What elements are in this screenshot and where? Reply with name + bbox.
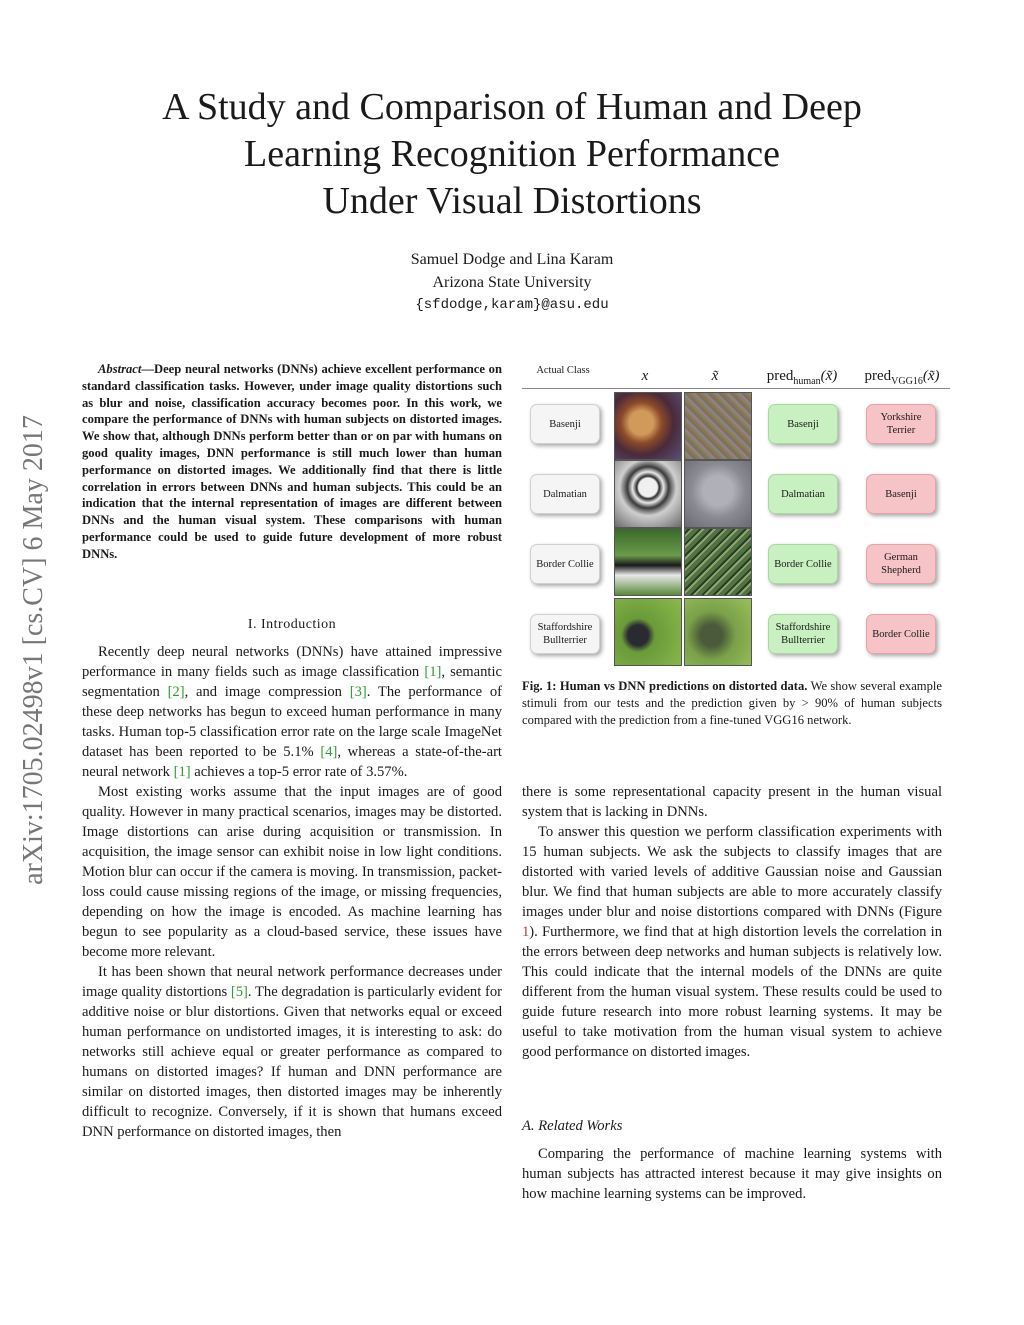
vgg-prediction-chip: Yorkshire Terrier bbox=[866, 404, 936, 444]
text-run: , whereas a state-of-the-art neural network bbox=[82, 744, 502, 780]
image-border-collie-distorted bbox=[684, 528, 752, 596]
text-run: (x̃) bbox=[922, 368, 940, 384]
citation-link[interactable]: [2] bbox=[167, 684, 185, 700]
image-staffordshire-distorted bbox=[684, 598, 752, 666]
text-run: It has been shown that neural network performance decreases under image quality distortions bbox=[82, 964, 502, 1000]
human-prediction-chip: Basenji bbox=[768, 404, 838, 444]
text-run: ). Furthermore, we find that at high distortion levels the correlation in the errors between deep networks and human subjects is relatively low. This could indicate that the internal models of the DNNs are quite different from the human visual system. These results could be used to guide future research into more robust learning systems. It may be useful to take motivation from the human visual system to achieve good performance on distorted images. bbox=[522, 924, 942, 1060]
related-works-body bbox=[522, 1144, 942, 1204]
intro-paragraph-2: Most existing works assume that the input images are of good quality. However in many practical scenarios, images may be distorted. Image distortions can arise during acquisition or transmission. In acquisition, the image sensor can exhibit noise in low light conditions. Motion blur can occur if the camera is moving. In transmission, packet-loss could cause missing regions of the image, or missing frequencies, depending on how the image is encoded. As machine learning has begun to see popularity as a cloud-based service, these issues have become more relevant. bbox=[82, 784, 502, 960]
title-line-1: A Study and Comparison of Human and Deep bbox=[162, 86, 862, 128]
right-column-body bbox=[522, 782, 942, 1062]
subscript: VGG16 bbox=[891, 376, 923, 387]
author-affiliation: Arizona State University bbox=[432, 274, 592, 291]
actual-class-chip: Staffordshire Bullterrier bbox=[530, 614, 600, 654]
arxiv-stamp: arXiv:1705.02498v1 [cs.CV] 6 May 2017 bbox=[18, 415, 49, 885]
text-run: , and image compression bbox=[184, 684, 350, 700]
caption-text: We show several example stimuli from our tests and the prediction given by > 90% of human subjects compared with the prediction from a fine-tuned VGG16 network. bbox=[522, 679, 942, 727]
caption-label: Fig. 1: Human vs DNN predictions on distorted data. bbox=[522, 679, 808, 693]
abstract-text: —Deep neural networks (DNNs) achieve excellent performance on standard classification tasks. However, under image quality distortions such as blur and noise, classification accuracy becomes poor. In this work, we compare the performance of DNNs with human subjects on distorted images. We show that, although DNNs perform better than or on par with humans on good quality images, DNN performance is still much lower than human performance on distorted images. We additionally find that there is little correlation in errors between DNNs and human subjects. This could be an indication that the internal representation of images are different between DNNs and the human visual system. These comparisons with human performance could be used to guide future development of more robust DNNs. bbox=[82, 362, 502, 561]
header-x: x bbox=[641, 368, 649, 384]
vgg-prediction-chip: Border Collie bbox=[866, 614, 936, 654]
text-run: (x̃) bbox=[820, 368, 838, 384]
right-paragraph-answer bbox=[522, 822, 942, 1062]
related-works-paragraph: Comparing the performance of machine learning systems with human subjects has attracted interest because it may give insights on how machine learning systems can be improved. bbox=[522, 1146, 942, 1202]
image-basenji-distorted bbox=[684, 392, 752, 460]
image-border-collie-clean bbox=[614, 528, 682, 596]
title-line-2: Learning Recognition Performance bbox=[243, 133, 781, 175]
author-block bbox=[262, 248, 762, 317]
header-actual-class: Actual Class bbox=[536, 365, 590, 376]
vgg-prediction-chip: German Shepherd bbox=[866, 544, 936, 584]
figure-1 bbox=[522, 362, 950, 672]
citation-link[interactable]: [4] bbox=[320, 744, 338, 760]
figure-reference-link[interactable]: 1 bbox=[522, 924, 530, 940]
right-paragraph-continued: there is some representational capacity present in the human visual system that is lacking in DNNs. bbox=[522, 784, 942, 820]
text-run: pred bbox=[864, 368, 892, 384]
author-email: {sfdodge,karam}@asu.edu bbox=[415, 297, 609, 313]
paper-title bbox=[80, 84, 944, 225]
header-pred-vgg bbox=[852, 368, 952, 387]
abstract bbox=[82, 361, 502, 563]
citation-link[interactable]: [3] bbox=[349, 684, 367, 700]
related-works-heading: A. Related Works bbox=[522, 1118, 623, 1134]
author-names: Samuel Dodge and Lina Karam bbox=[410, 251, 614, 268]
text-run: . The performance of these deep networks has begun to exceed human performance in many tasks. Human top-5 classification error rate on the large scale ImageNet dataset has been reported to be 5.1% bbox=[82, 684, 502, 760]
header-rule bbox=[522, 388, 950, 389]
image-dalmatian-distorted bbox=[684, 460, 752, 528]
actual-class-chip: Dalmatian bbox=[530, 474, 600, 514]
abstract-label: Abstract bbox=[98, 362, 142, 376]
figure-caption bbox=[522, 678, 942, 728]
header-x-tilde: x̃ bbox=[711, 368, 719, 384]
text-run: , semantic segmentation bbox=[82, 664, 502, 700]
human-prediction-chip: Staffordshire Bullterrier bbox=[768, 614, 838, 654]
text-run: To answer this question we perform classification experiments with 15 human subjects. We ask the subjects to classify images that are distorted with varied levels of additive Gaussian noise and Gaussian blur. We find that human subjects are able to more accurately classify images under blur and noise distortions compared with DNNs (Figure bbox=[522, 824, 942, 920]
intro-heading: I. Introduction bbox=[247, 617, 337, 632]
human-prediction-chip: Border Collie bbox=[768, 544, 838, 584]
title-line-3: Under Visual Distortions bbox=[322, 180, 702, 222]
image-staffordshire-clean bbox=[614, 598, 682, 666]
actual-class-chip: Border Collie bbox=[530, 544, 600, 584]
citation-link[interactable]: [1] bbox=[424, 664, 442, 680]
subscript: human bbox=[793, 376, 821, 387]
intro-body bbox=[82, 642, 502, 1142]
image-dalmatian-clean bbox=[614, 460, 682, 528]
actual-class-chip: Basenji bbox=[530, 404, 600, 444]
text-run: Recently deep neural networks (DNNs) have attained impressive performance in many fields such as image classification bbox=[82, 644, 502, 680]
vgg-prediction-chip: Basenji bbox=[866, 474, 936, 514]
intro-paragraph-3 bbox=[82, 962, 502, 1142]
text-run: . The degradation is particularly evident for additive noise or blur distortions. Given that networks equal or exceed human performance on undistorted images, it is interesting to ask: do networks still achieve equal or greater performance as compared to humans on distorted images? If human and DNN performance are similar on distorted images, then distorted images may be inherently difficult to recognize. Conversely, if it is shown that humans exceed DNN performance on distorted images, then bbox=[82, 984, 502, 1140]
human-prediction-chip: Dalmatian bbox=[768, 474, 838, 514]
citation-link[interactable]: [1] bbox=[173, 764, 191, 780]
text-run: pred bbox=[766, 368, 794, 384]
image-basenji-clean bbox=[614, 392, 682, 460]
intro-paragraph-1 bbox=[82, 642, 502, 782]
header-pred-human bbox=[750, 368, 854, 387]
text-run: achieves a top-5 error rate of 3.57%. bbox=[190, 764, 408, 780]
citation-link[interactable]: [5] bbox=[230, 984, 248, 1000]
